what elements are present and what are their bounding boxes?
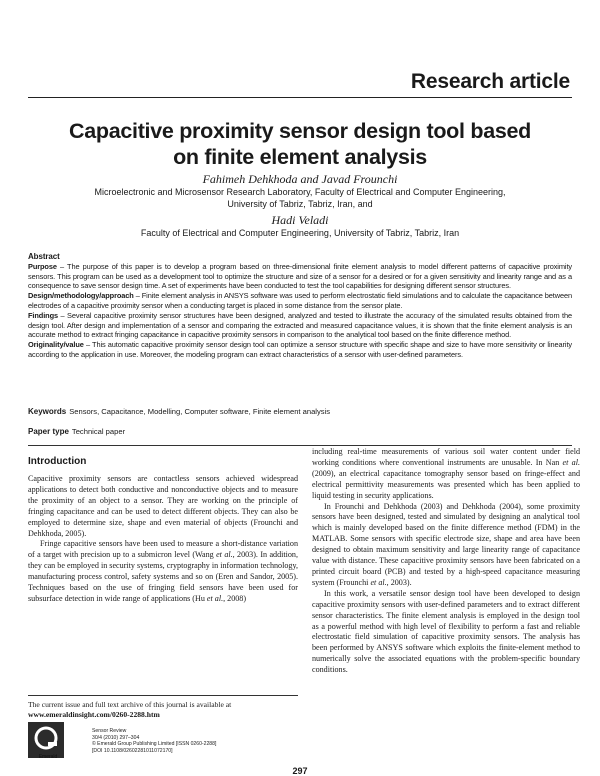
footnote [28, 700, 303, 720]
footnote-divider [28, 695, 298, 696]
emerald-logo-text: Emerald [38, 754, 58, 760]
originality-text: – This automatic capacitive proximity sensor design tool can optimize a sensor structure with specific shape and size to have more sensitivity or linearity according to the application in use. Moreover, the modeling program can extract characteristics of a sensor with user-defined parameters. [28, 340, 572, 359]
doi-line: [DOI 10.1108/02602281011072170] [92, 747, 173, 754]
emerald-logo-icon [28, 722, 64, 758]
paper-title [28, 118, 572, 170]
first-affiliation-line-1: Microelectronic and Microsensor Research Laboratory, Faculty of Electrical and Computer Engineering, [94, 187, 506, 197]
intro-paragraph-2 [28, 539, 298, 604]
intro-p3-etal: et al. [562, 457, 580, 467]
keywords-text: Sensors, Capacitance, Modelling, Computer software, Finite element analysis [69, 407, 331, 416]
journal-volume: 30/4 (2010) 297–304 [92, 734, 140, 741]
intro-p2-etal-2: et al. [206, 593, 224, 603]
section-divider [28, 445, 572, 446]
intro-paragraph-5: In this work, a versatile sensor design tool have been developed to design capacitive proximity sensors with user-defined parameters and to extract different sensor characteristics. The finite element analysis is employed in the design tool as a powerful method with high level of flexibility to perform a fast and reliable electrostatic field simulation of capacitive proximity sensors. The analysis has been performed by ANSYS software which exploits the finite-element method to numerically solve the associated equations with the problem-specific boundary conditions. [312, 588, 580, 675]
abstract-heading: Abstract [28, 252, 60, 261]
design-label: Design/methodology/approach [28, 291, 134, 301]
journal-name: Sensor Review [92, 728, 127, 734]
first-affiliation [60, 186, 540, 210]
intro-p4-end: , 2003). [386, 577, 412, 587]
abstract-purpose [28, 262, 572, 291]
journal-url-link[interactable]: www.emeraldinsight.com/0260-2288.htm [28, 710, 160, 719]
footnote-text: The current issue and full text archive of this journal is available at [28, 700, 232, 709]
keywords-label: Keywords [28, 407, 67, 416]
left-column [28, 474, 298, 605]
intro-p4-etal: et al. [370, 577, 387, 587]
journal-info [92, 728, 216, 754]
purpose-label: Purpose [28, 261, 57, 271]
intro-p2-part-a: Fringe capacitive sensors have been used to measure a short-distance variation of a target with precision up to a submicron level (Wang [28, 539, 298, 560]
originality-label: Originality/value [28, 340, 84, 350]
intro-p2-part-b: , 2003). In addition, they can be employed in security systems, cryptography in information technology, manufacturing process control, safety systems and so on (Eren and Sandor, 2005). Techniques based on the use of fringing field sensors have been used for subsurface detection in wide range of applications (Hu [28, 550, 298, 603]
header-divider [28, 97, 572, 98]
copyright-line: © Emerald Group Publishing Limited [ISSN 0260-2288] [92, 741, 217, 748]
abstract-originality [28, 340, 572, 360]
paper-type-line [28, 427, 572, 436]
intro-paragraph-3 [312, 447, 580, 502]
article-type-label: Research article [410, 70, 570, 93]
intro-p2-part-c: , 2008) [223, 593, 247, 603]
intro-p2-etal: et al. [216, 550, 233, 560]
second-affiliation: Faculty of Electrical and Computer Engineering, University of Tabriz, Tabriz, Iran [140, 228, 460, 238]
abstract-design [28, 291, 572, 311]
design-text: – Finite element analysis in ANSYS software was used to perform electrostatic field simulations and to calculate the capacitance between electrodes of a capacitive proximity sensor when a conducting target is placed in some distance from the sensor plate. [28, 291, 572, 310]
title-line-1: Capacitive proximity sensor design tool based [68, 119, 532, 143]
intro-p4-text: In Frounchi and Dehkhoda (2003) and Dehkhoda (2004), some proximity sensors have been designed, tested and simulated by designing an analytical tool which is mainly developed based on the finite difference method (FDM) in the MATLAB. Some sensors with specific electrode size, shape and area have been designed to obtain maximum sensitivity and large linearity range of capacitance value with distance. These capacitive proximity sensors have been fabricated on a printed circuit board (PCB) and tested by a high-speed capacitance measuring system (Frounchi [312, 501, 580, 587]
paper-type-text: Technical paper [71, 427, 126, 436]
abstract-section [28, 252, 572, 360]
introduction-heading: Introduction [28, 456, 87, 467]
abstract-findings [28, 311, 572, 340]
second-author: Hadi Veladi [271, 213, 329, 227]
first-authors: Fahimeh Dehkhoda and Javad Frounchi [202, 172, 398, 186]
paper-type-label: Paper type [28, 427, 69, 436]
findings-label: Findings [28, 310, 58, 320]
findings-text: – Several capacitive proximity sensor structures have been designed, analyzed and tested to illustrate the accuracy of the simulated results obtained from the design tool. After design and implementation of a sensor and comparing the extracted and measured capacitance values, it is shown that the finite element analysis is an accurate method to extract fringing capacitance in capacitive proximity sensors in comparison to the analytical tool based on the finite difference method. [28, 310, 572, 340]
first-affiliation-line-2: University of Tabriz, Tabriz, Iran, and [227, 199, 373, 209]
title-line-2: on finite element analysis [173, 145, 427, 169]
purpose-text: – The purpose of this paper is to develop a program based on three-dimensional finite element analysis to model different patterns of capacitive proximity sensors. This program can be used as a development tool to optimize the structure and size of a sensor for a desired or for a given sensitivity and linearity range and as a consequence to save sensor design time. A set of experiments have been conducted to test the tool capabilities for designing different sensor structures. [28, 261, 572, 291]
keywords-line [28, 407, 572, 416]
intro-paragraph-4 [312, 502, 580, 589]
intro-paragraph-1: Capacitive proximity sensors are contactless sensors achieved widespread applications to detect both conductive and nonconductive objects and to measure the proximity of an object to a sensor. They are working on the principle of fringing capacitance and can be used to detect different objects. They can also be employed to determine size, shape and even material of objects (Frounchi and Dehkhoda, 2005). [28, 474, 298, 538]
intro-p3-part-a: including real-time measurements of various soil water content under field working conditions where conventional instruments are unusable. In Nan [312, 447, 580, 467]
right-column [312, 447, 580, 676]
intro-p3-part-b: (2009), an electrical capacitance tomography sensor based on fringe-effect and electrical permittivity measurements was presented which has been applied to liquid testing in security applications. [312, 468, 580, 500]
page-number: 297 [292, 766, 308, 776]
